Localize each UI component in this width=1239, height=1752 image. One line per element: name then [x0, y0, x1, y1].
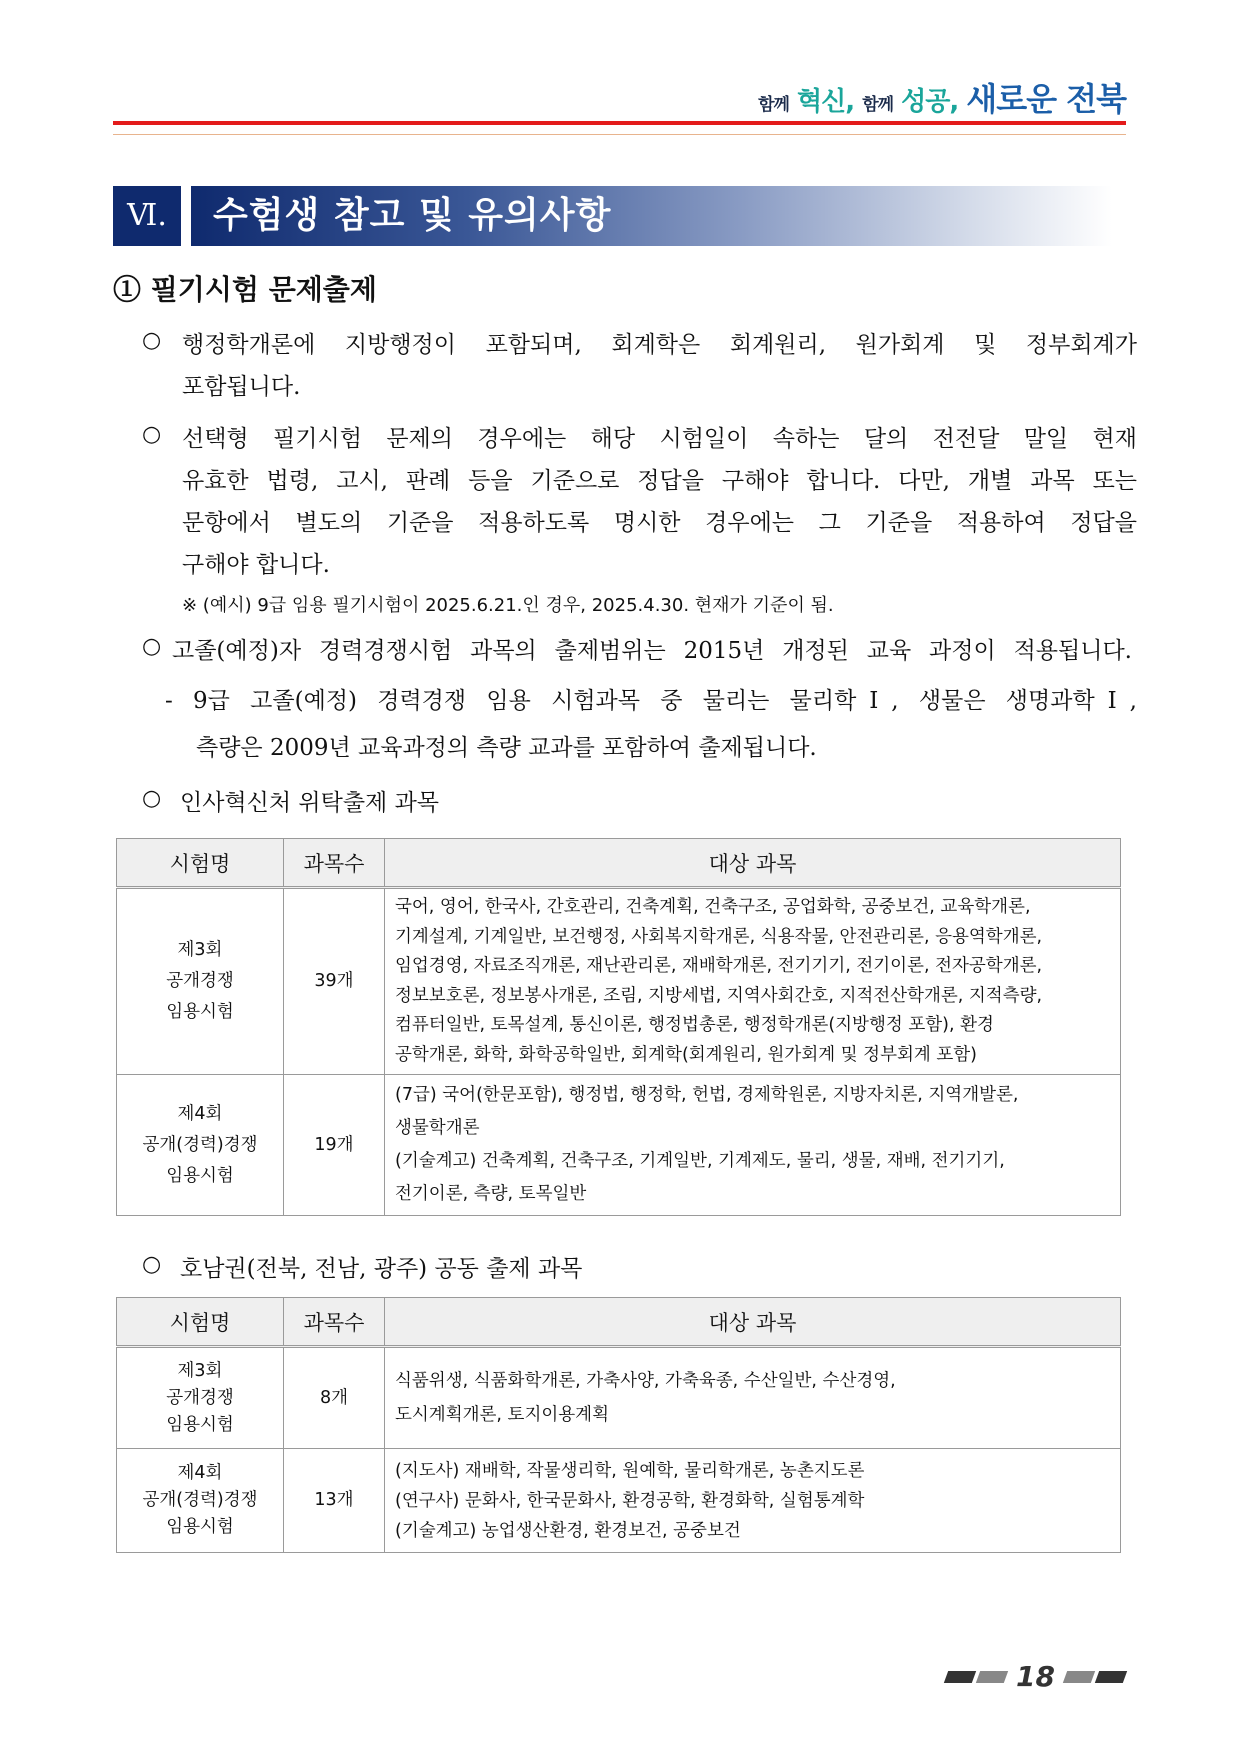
slogan-word: 성공,: [901, 87, 959, 117]
example-note: ※ (예시) 9급 임용 필기시험이 2025.6.21.인 경우, 2025.4.30. 현재가 기준이 됨.: [182, 595, 834, 616]
subjects-line: (기술계고) 농업생산환경, 환경보건, 공중보건: [395, 1520, 741, 1541]
subsection-title: ① 필기시험 문제출제: [113, 273, 377, 306]
subjects-cell: [385, 888, 1121, 1075]
subjects-cell: [385, 1075, 1121, 1216]
exam-line: 임용시험: [166, 1165, 234, 1186]
subjects-line: 기계설계, 기계일반, 보건행정, 사회복지학개론, 식용작물, 안전관리론, 응용역학개론,: [395, 926, 1043, 947]
subjects-line: 컴퓨터일반, 토목설계, 통신이론, 행정법총론, 행정학개론(지방행정 포함), 환경: [395, 1015, 994, 1035]
table-row: [117, 1075, 1121, 1216]
exam-line: 임용시험: [166, 1002, 234, 1022]
slogan-word: 함께: [758, 95, 789, 115]
page-number: 18: [1016, 1660, 1055, 1693]
section-number: Ⅵ.: [113, 186, 181, 246]
sub-item-line: 측량은 2009년 교육과정의 측량 교과를 포함하여 출제됩니다.: [196, 735, 817, 761]
subjects-cell: [385, 1449, 1121, 1553]
column-header: 과목수: [284, 839, 385, 888]
paragraph-line: 인사혁신처 위탁출제 과목: [180, 790, 440, 816]
subjects-line: 임업경영, 자료조직개론, 재난관리론, 재배학개론, 전기기기, 전기이론, 전자공학개론,: [395, 956, 1043, 976]
bullet-mark: ○: [142, 422, 162, 447]
subjects-line: 국어, 영어, 한국사, 간호관리, 건축계획, 건축구조, 공업화학, 공중보건, 교육학개론,: [395, 897, 1031, 917]
column-header: 대상 과목: [385, 1298, 1121, 1347]
subjects-line: (연구사) 문화사, 한국문화사, 환경공학, 환경화학, 실험통계학: [395, 1490, 865, 1511]
central-subjects-table: [116, 838, 1121, 1216]
column-header: 시험명: [117, 1298, 284, 1347]
bullet-mark: ○: [142, 634, 162, 659]
bullet-mark: ○: [142, 328, 162, 353]
exam-name-cell: [117, 1449, 284, 1553]
decor-bar: [1095, 1671, 1127, 1683]
subjects-line: 공학개론, 화학, 화학공학일반, 회계학(회계원리, 원가회계 및 정부회계 포함): [395, 1044, 977, 1065]
paragraph-line: 호남권(전북, 전남, 광주) 공동 출제 과목: [180, 1256, 583, 1282]
section-title: 수험생 참고 및 유의사항: [213, 195, 612, 236]
exam-name-cell: [117, 1075, 284, 1216]
exam-line: 제3회: [177, 940, 223, 960]
bullet-mark: ○: [142, 1252, 162, 1277]
slogan-word: 함께: [862, 95, 894, 115]
paragraph-line: 구해야 합니다.: [182, 552, 330, 578]
column-header: 과목수: [284, 1298, 385, 1347]
decor-bar: [1063, 1671, 1095, 1683]
exam-line: 임용시험: [166, 1517, 234, 1537]
subjects-line: 정보보호론, 정보봉사개론, 조림, 지방세법, 지역사회간호, 지적전산학개론, 지적측량,: [395, 985, 1043, 1006]
header-slogan: [758, 74, 1126, 120]
header-divider-thin: [113, 134, 1126, 135]
sub-item-line: - 9급 고졸(예정) 경력경쟁 임용 시험과목 중 물리는 물리학Ⅰ, 생물은 생명과학Ⅰ,: [165, 688, 1137, 714]
exam-line: 제3회: [177, 1360, 223, 1381]
subjects-line: (기술계고) 건축계획, 건축구조, 기계일반, 기계제도, 물리, 생물, 재배, 전기기기,: [395, 1151, 1005, 1171]
decor-bar: [976, 1671, 1008, 1683]
bullet-mark: ○: [142, 786, 162, 811]
exam-line: 공개경쟁: [166, 971, 234, 991]
count-cell: 39개: [284, 888, 385, 1075]
exam-line: 공개경쟁: [166, 1387, 234, 1408]
paragraph-line: 유효한 법령, 고시, 판례 등을 기준으로 정답을 구해야 합니다. 다만, 개별 과목 또는: [182, 468, 1137, 494]
count-cell: 13개: [284, 1449, 385, 1553]
subjects-line: (7급) 국어(한문포함), 행정법, 행정학, 헌법, 경제학원론, 지방자치론, 지역개발론,: [395, 1085, 1019, 1105]
paragraph-line: 문항에서 별도의 기준을 적용하도록 명시한 경우에는 그 기준을 적용하여 정답을: [182, 510, 1137, 536]
header-divider-red: [113, 121, 1126, 125]
exam-name-cell: [117, 888, 284, 1075]
table-header-row: [117, 839, 1121, 888]
subjects-line: 도시계획개론, 토지이용계획: [395, 1405, 609, 1425]
subjects-line: 전기이론, 측량, 토목일반: [395, 1184, 587, 1204]
subjects-cell: [385, 1347, 1121, 1449]
slogan-word: 혁신,: [797, 87, 855, 117]
exam-name-cell: [117, 1347, 284, 1449]
count-cell: 19개: [284, 1075, 385, 1216]
section-banner: [191, 186, 1112, 246]
subjects-line: 식품위생, 식품화학개론, 가축사양, 가축육종, 수산일반, 수산경영,: [395, 1371, 896, 1391]
table-row: [117, 1347, 1121, 1449]
subjects-line: (지도사) 재배학, 작물생리학, 원예학, 물리학개론, 농촌지도론: [395, 1460, 865, 1481]
exam-line: 제4회: [177, 1463, 223, 1483]
column-header: 시험명: [117, 839, 284, 888]
subjects-line: 생물학개론: [395, 1118, 480, 1138]
table-row: [117, 1449, 1121, 1553]
decor-bar: [944, 1671, 976, 1683]
exam-line: 제4회: [177, 1103, 223, 1124]
exam-line: 공개(경력)경쟁: [142, 1490, 258, 1510]
paragraph-line: 포함됩니다.: [182, 374, 301, 400]
honam-subjects-table: [116, 1297, 1121, 1553]
paragraph-line: 고졸(예정)자 경력경쟁시험 과목의 출제범위는 2015년 개정된 교육 과정이 적용됩니다.: [172, 638, 1132, 664]
slogan-word: 새로운 전북: [966, 80, 1126, 118]
paragraph-line: 행정학개론에 지방행정이 포함되며, 회계학은 회계원리, 원가회계 및 정부회계가: [182, 332, 1137, 358]
table-header-row: [117, 1298, 1121, 1347]
paragraph-line: 선택형 필기시험 문제의 경우에는 해당 시험일이 속하는 달의 전전달 말일 현재: [182, 426, 1137, 452]
column-header: 대상 과목: [385, 839, 1121, 888]
table-row: [117, 888, 1121, 1075]
count-cell: 8개: [284, 1347, 385, 1449]
exam-line: 임용시험: [166, 1414, 234, 1435]
exam-line: 공개(경력)경쟁: [142, 1134, 258, 1155]
page-number-footer: [946, 1660, 1125, 1693]
